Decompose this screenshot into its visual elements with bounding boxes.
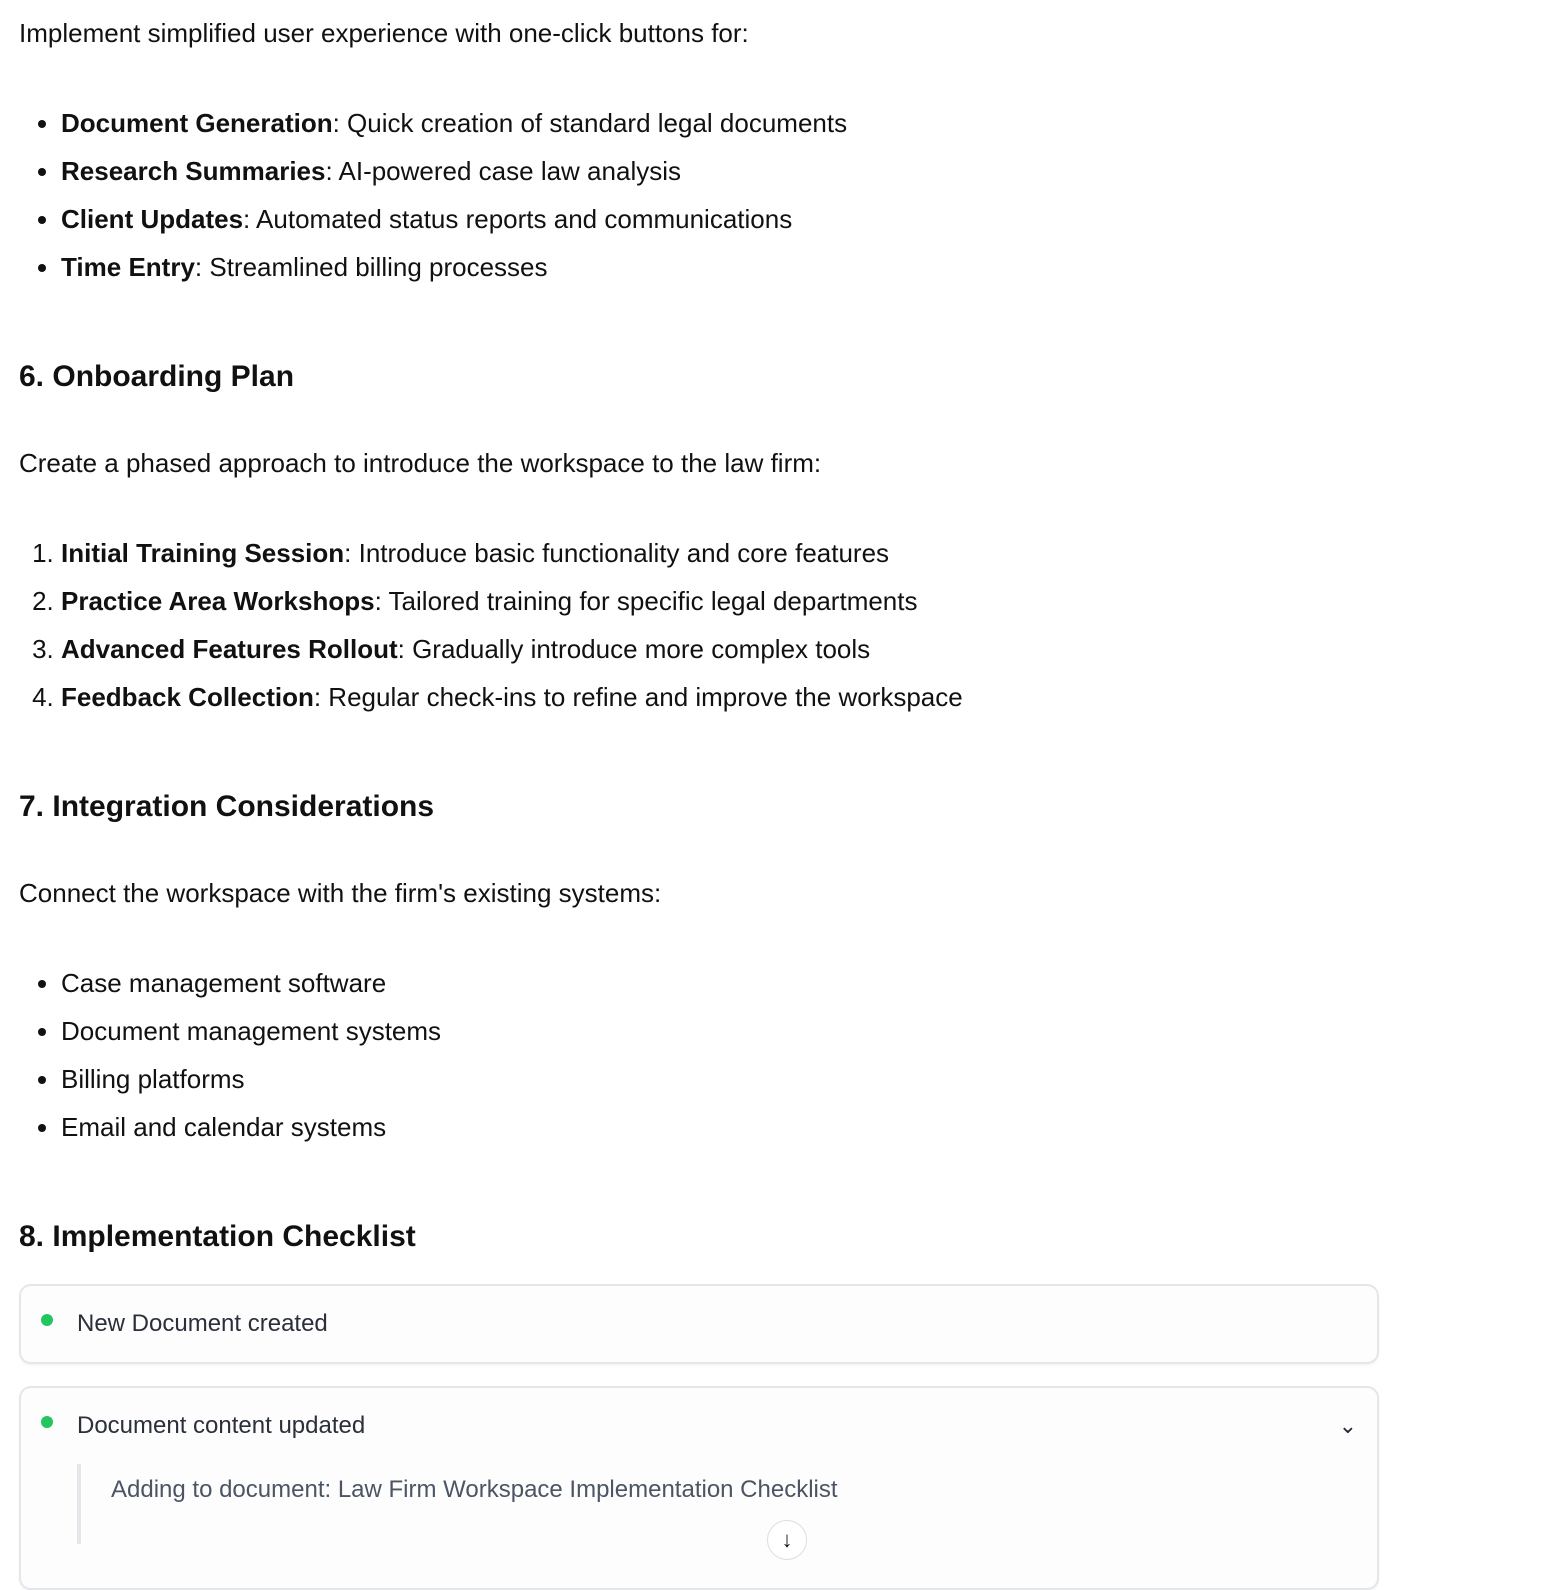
section-heading: 7. Integration Considerations [19, 790, 435, 823]
item-desc: : Introduce basic functionality and core features [344, 538, 890, 568]
status-dot-icon [41, 1416, 53, 1428]
item-term: Advanced Features Rollout [61, 634, 398, 664]
item-term: Feedback Collection [61, 682, 314, 712]
one-click-list [19, 99, 847, 291]
list-item [61, 625, 963, 673]
section-intro: Connect the workspace with the firm's existing systems: [19, 878, 662, 908]
status-label: Document content updated [77, 1412, 366, 1439]
section-heading: 6. Onboarding Plan [19, 360, 295, 393]
list-item [61, 243, 847, 291]
list-item [61, 99, 847, 147]
intro-text: Implement simplified user experience with one-click buttons for: [19, 18, 749, 48]
list-item: • Billing platforms [61, 1055, 441, 1103]
item-term: Time Entry [61, 252, 195, 282]
section-heading: 8. Implementation Checklist [19, 1220, 416, 1253]
item-term: Initial Training Session [61, 538, 345, 568]
item-desc: : Gradually introduce more complex tools [397, 634, 871, 664]
item-desc: : AI-powered case law analysis [325, 156, 681, 186]
item-term: Practice Area Workshops [61, 586, 375, 616]
item-desc: : Regular check-ins to refine and improve the workspace [313, 682, 963, 712]
item-desc: : Automated status reports and communications [243, 204, 793, 234]
item-term: Document Generation [61, 108, 333, 138]
item-desc: : Quick creation of standard legal documents [332, 108, 848, 138]
list-item: • Document management systems [61, 1007, 441, 1055]
item-desc: : Streamlined billing processes [194, 252, 548, 282]
status-detail [77, 1464, 1377, 1552]
list-item [61, 673, 963, 721]
status-label: New Document created [77, 1310, 328, 1337]
item-term: Client Updates [61, 204, 244, 234]
list-item [61, 577, 963, 625]
chevron-down-icon[interactable]: ⌄ [1338, 1413, 1357, 1438]
status-card-updated [19, 1386, 1379, 1590]
item-desc: : Tailored training for specific legal departments [374, 586, 918, 616]
section-intro: Create a phased approach to introduce the workspace to the law firm: [19, 448, 822, 478]
list-item: • Email and calendar systems [61, 1103, 441, 1151]
arrow-down-icon: ↓ [781, 1527, 793, 1552]
list-item: • Case management software [61, 959, 441, 1007]
status-dot-icon [41, 1314, 53, 1326]
status-detail-text: Adding to document: Law Firm Workspace Implementation Checklist [111, 1476, 838, 1503]
scroll-down-button[interactable] [767, 1520, 807, 1560]
list-item [61, 147, 847, 195]
integration-list [19, 959, 441, 1151]
item-term: Research Summaries [61, 156, 326, 186]
status-card-created [19, 1284, 1379, 1364]
status-card-header[interactable] [21, 1388, 1377, 1464]
list-item [61, 195, 847, 243]
onboarding-list [19, 529, 963, 721]
list-item [61, 529, 963, 577]
